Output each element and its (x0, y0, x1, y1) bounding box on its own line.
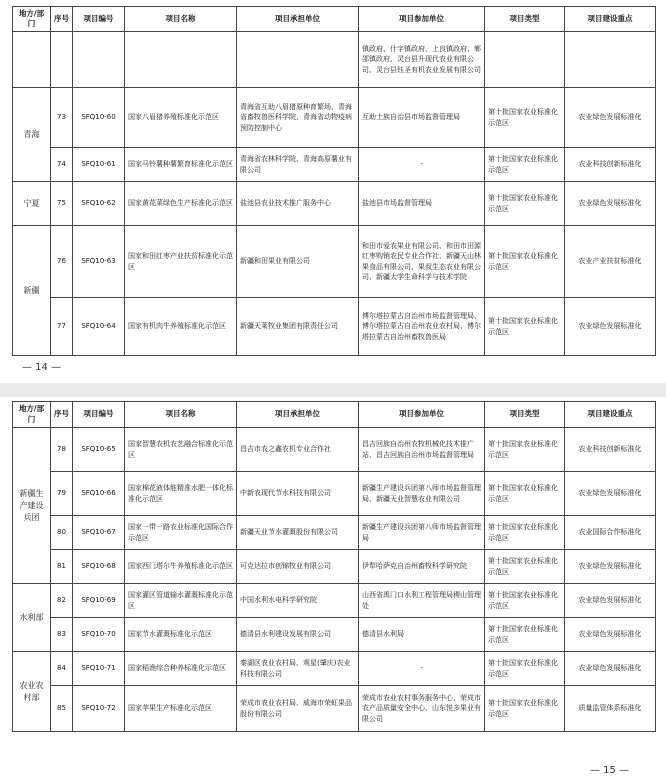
type-cell: 第十批国家农业标准化示范区 (485, 182, 565, 226)
code-cell: SFQ10-61 (73, 148, 125, 182)
table-row (13, 516, 656, 550)
lead-cell: 可克达拉市创锦牧业有限公司 (237, 550, 359, 584)
seq-cell: 84 (51, 652, 73, 686)
header-seq: 序号 (51, 402, 73, 428)
focus-cell: 农业绿色发展标准化 (565, 472, 656, 516)
code-cell: SFQ10-68 (73, 550, 125, 584)
page-separator (0, 383, 666, 397)
project-table-page-15 (12, 401, 656, 732)
lead-cell: 中新农现代节水科技有限公司 (237, 472, 359, 516)
name-cell: 国家西门塔尔牛养殖标准化示范区 (125, 550, 237, 584)
lead-cell: 新疆天业节水灌溉股份有限公司 (237, 516, 359, 550)
table-row (13, 32, 656, 88)
lead-cell: 中国水利水电科学研究院 (237, 584, 359, 618)
page-number: — 15 — (590, 765, 630, 776)
document-page-15 (0, 397, 666, 783)
lead-cell: 荣成市农业农村局、威海市荣虹果品股份有限公司 (237, 686, 359, 732)
partners-cell: - (359, 148, 485, 182)
name-cell: 国家一带一路农业标准化国际合作示范区 (125, 516, 237, 550)
focus-cell: 农业绿色发展标准化 (565, 652, 656, 686)
focus-cell: 农业科技创新标准化 (565, 148, 656, 182)
type-cell: 第十批国家农业标准化示范区 (485, 298, 565, 356)
table-row (13, 584, 656, 618)
type-cell: 第十批国家农业标准化示范区 (485, 618, 565, 652)
header-seq: 序号 (51, 7, 73, 32)
code-cell: SFQ10-60 (73, 88, 125, 148)
type-cell: 第十批国家农业标准化示范区 (485, 584, 565, 618)
focus-cell: 农业科技创新标准化 (565, 428, 656, 472)
type-cell: 第十批国家农业标准化示范区 (485, 148, 565, 182)
header-partners: 项目参加单位 (359, 7, 485, 32)
seq-cell: 78 (51, 428, 73, 472)
focus-cell: 农业绿色发展标准化 (565, 182, 656, 226)
header-focus: 项目建设重点 (565, 402, 656, 428)
code-cell: SFQ10-72 (73, 686, 125, 732)
region-cell: 宁夏 (13, 182, 51, 226)
seq-cell: 82 (51, 584, 73, 618)
type-cell: 第十批国家农业标准化示范区 (485, 652, 565, 686)
table-row (13, 652, 656, 686)
seq-cell: 75 (51, 182, 73, 226)
partners-cell: 和田市爱农果业有限公司、和田市田源红枣购销农民专业合作社、新疆天山林果食品有限公司、果叔生态农业有限公司、新疆大学生命科学与技术学院 (359, 226, 485, 298)
page-number: — 14 — (22, 362, 62, 373)
seq-cell: 76 (51, 226, 73, 298)
partners-cell: - (359, 652, 485, 686)
partners-cell: 荣成市农业农村事务服务中心、荣成市农产品质量安全中心、山东悦多果业有限公司 (359, 686, 485, 732)
document-page-14 (0, 0, 666, 383)
code-cell: SFQ10-66 (73, 472, 125, 516)
focus-cell: 农业国际合作标准化 (565, 516, 656, 550)
code-cell: SFQ10-67 (73, 516, 125, 550)
type-cell: 第十批国家农业标准化示范区 (485, 516, 565, 550)
seq-cell: 73 (51, 88, 73, 148)
seq-cell: 74 (51, 148, 73, 182)
table-row (13, 88, 656, 148)
header-region: 地方/部门 (13, 7, 51, 32)
header-lead: 项目承担单位 (237, 402, 359, 428)
name-cell: 国家马铃薯种薯繁育标准化示范区 (125, 148, 237, 182)
seq-cell: 80 (51, 516, 73, 550)
focus-cell: 农业绿色发展标准化 (565, 298, 656, 356)
type-cell: 第十批国家农业标准化示范区 (485, 686, 565, 732)
partners-cell: 互助土族自治县市场监督管理局 (359, 88, 485, 148)
name-cell: 国家和田红枣产业扶贫标准化示范区 (125, 226, 237, 298)
table-row (13, 550, 656, 584)
table-row (13, 428, 656, 472)
lead-cell: 青海省农林科学院、青海高原薯业有限公司 (237, 148, 359, 182)
table-header-row (13, 402, 656, 428)
name-cell: 国家节水灌溉标准化示范区 (125, 618, 237, 652)
code-cell: SFQ10-69 (73, 584, 125, 618)
focus-cell: 农业绿色发展标准化 (565, 88, 656, 148)
type-cell: 第十批国家农业标准化示范区 (485, 88, 565, 148)
partners-cell: 新疆生产建设兵团第八师市场监督管理局 (359, 516, 485, 550)
name-cell: 国家棉花液体能精准水肥一体化标准化示范区 (125, 472, 237, 516)
partners-cell: 昌吉回族自治州农牧机械化技术推广站、昌吉回族自治州市场监督管理局 (359, 428, 485, 472)
lead-cell: 昌吉市农之鑫农机专业合作社 (237, 428, 359, 472)
continued-partners-cell: 镇政府、什字镇政府、上良镇政府、郸邵镇政府、灵台县升现代农业有限公司、灵台县钰圣有机农业发展有限公司 (359, 32, 485, 88)
focus-cell: 农业绿色发展标准化 (565, 584, 656, 618)
table-row (13, 472, 656, 516)
code-cell: SFQ10-64 (73, 298, 125, 356)
type-cell: 第十批国家农业标准化示范区 (485, 428, 565, 472)
partners-cell: 博尔塔拉蒙古自治州市场监督管理局、博尔塔拉蒙古自治州农业农村局、博尔塔拉蒙古自治州畜牧兽医局 (359, 298, 485, 356)
table-header-row (13, 7, 656, 32)
name-cell: 国家灌区管道输水灌溉标准化示范区 (125, 584, 237, 618)
lead-cell: 德清县水利建设发展有限公司 (237, 618, 359, 652)
partners-cell: 山西省禹门口水利工程管理局稷山管理处 (359, 584, 485, 618)
name-cell: 国家八眉猪养殖标准化示范区 (125, 88, 237, 148)
region-cell: 农业农村部 (13, 652, 51, 732)
project-table-page-14 (12, 6, 656, 356)
name-cell: 国家苹果生产标准化示范区 (125, 686, 237, 732)
focus-cell: 农业绿色发展标准化 (565, 618, 656, 652)
table-row (13, 618, 656, 652)
code-cell: SFQ10-70 (73, 618, 125, 652)
partners-cell: 伊犁哈萨克自治州畜牧科学研究院 (359, 550, 485, 584)
lead-cell: 盐池县农业技术推广服务中心 (237, 182, 359, 226)
region-cell: 水利部 (13, 584, 51, 652)
partners-cell: 德清县水利局 (359, 618, 485, 652)
seq-cell: 79 (51, 472, 73, 516)
code-cell: SFQ10-63 (73, 226, 125, 298)
name-cell: 国家智慧农机农艺融合标准化示范区 (125, 428, 237, 472)
focus-cell: 农业绿色发展标准化 (565, 550, 656, 584)
code-cell: SFQ10-71 (73, 652, 125, 686)
region-cell: 新疆生产建设兵团 (13, 428, 51, 584)
type-cell: 第十批国家农业标准化示范区 (485, 472, 565, 516)
table-row (13, 298, 656, 356)
table-row (13, 148, 656, 182)
seq-cell: 85 (51, 686, 73, 732)
lead-cell: 秦湖区农业农村局、观星(肇庆)农业科技有限公司 (237, 652, 359, 686)
lead-cell: 新疆和田果业有限公司 (237, 226, 359, 298)
name-cell: 国家黄花菜绿色生产标准化示范区 (125, 182, 237, 226)
header-name: 项目名称 (125, 402, 237, 428)
header-code: 项目编号 (73, 7, 125, 32)
table-row (13, 686, 656, 732)
lead-cell: 新疆天莱牧业集团有限责任公司 (237, 298, 359, 356)
name-cell: 国家稻渔综合种养标准化示范区 (125, 652, 237, 686)
seq-cell: 77 (51, 298, 73, 356)
code-cell: SFQ10-62 (73, 182, 125, 226)
code-cell: SFQ10-65 (73, 428, 125, 472)
partners-cell: 盐池县市场监督管理局 (359, 182, 485, 226)
type-cell: 第十批国家农业标准化示范区 (485, 550, 565, 584)
focus-cell: 农业产业扶贫标准化 (565, 226, 656, 298)
header-name: 项目名称 (125, 7, 237, 32)
header-lead: 项目承担单位 (237, 7, 359, 32)
header-code: 项目编号 (73, 402, 125, 428)
header-focus: 项目建设重点 (565, 7, 656, 32)
seq-cell: 81 (51, 550, 73, 584)
region-cell: 青海 (13, 88, 51, 182)
lead-cell: 青海省互助八眉猪原种育繁场、青海省畜牧兽医科学院、青海省动物疫病预防控制中心 (237, 88, 359, 148)
type-cell: 第十批国家农业标准化示范区 (485, 226, 565, 298)
region-cell: 新疆 (13, 226, 51, 356)
focus-cell: 质量监管体系标准化 (565, 686, 656, 732)
header-type: 项目类型 (485, 402, 565, 428)
table-row (13, 226, 656, 298)
header-partners: 项目参加单位 (359, 402, 485, 428)
partners-cell: 新疆生产建设兵团第八师市场监督管理局、新疆天业智慧农业有限公司 (359, 472, 485, 516)
header-type: 项目类型 (485, 7, 565, 32)
header-region: 地方/部门 (13, 402, 51, 428)
seq-cell: 83 (51, 618, 73, 652)
name-cell: 国家有机肉牛养殖标准化示范区 (125, 298, 237, 356)
table-row (13, 182, 656, 226)
